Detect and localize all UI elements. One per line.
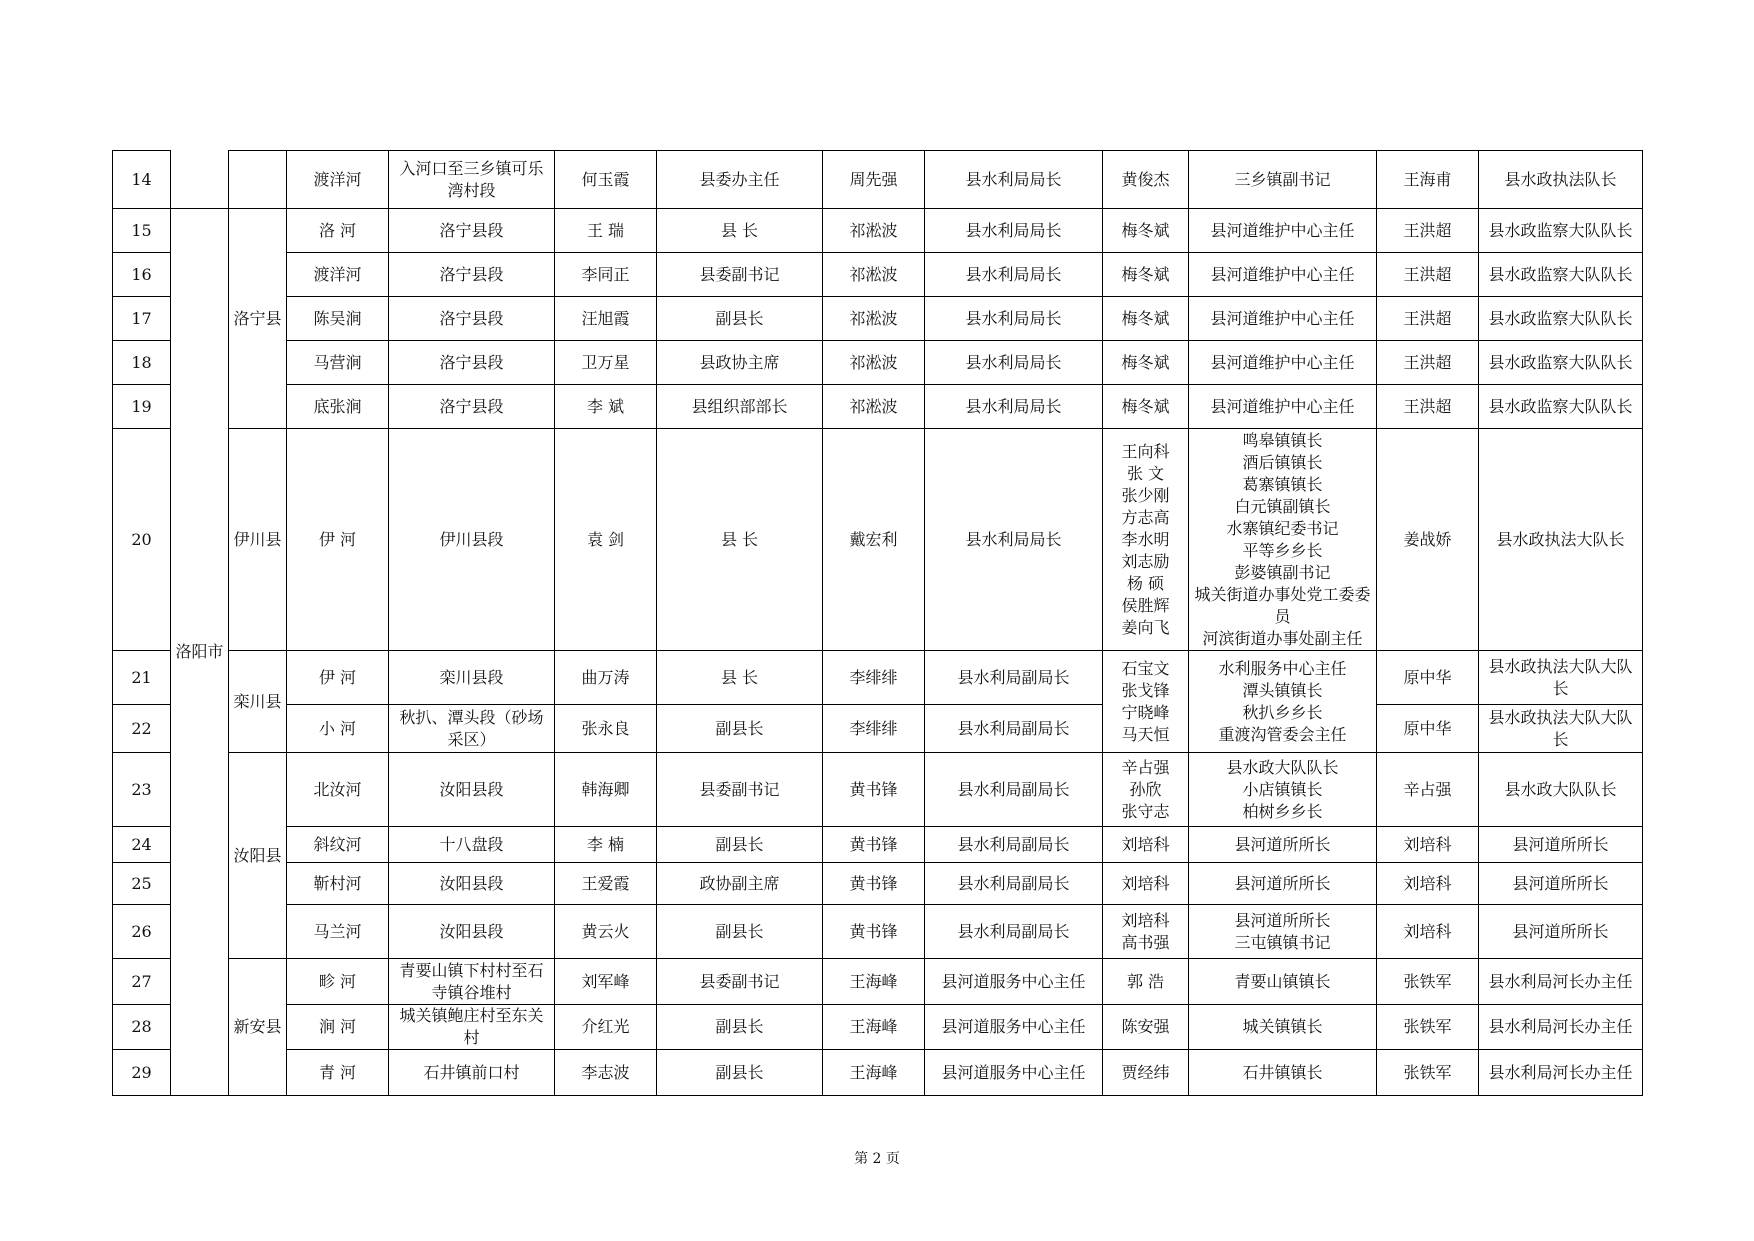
unit-head-title: 县水利局局长 <box>925 341 1103 385</box>
patrol-title: 县河道所所长 <box>1479 905 1643 959</box>
chief-name: 王爱霞 <box>555 863 657 905</box>
patrol-name: 辛占强 <box>1377 753 1479 827</box>
river-chief-table <box>112 150 1643 1096</box>
town-head-name: 贾经纬 <box>1121 1062 1170 1082</box>
river-section: 伊川县段 <box>389 429 555 651</box>
town-heads <box>1103 385 1189 429</box>
row-number: 22 <box>113 705 171 753</box>
town-head-title: 县河道维护中心主任 <box>1210 264 1355 284</box>
row-number: 29 <box>113 1050 171 1096</box>
town-head-title: 平等乡乡长 <box>1242 540 1323 560</box>
patrol-title: 县水政执法大队大队长 <box>1479 705 1643 753</box>
chief-title: 政协副主席 <box>657 863 823 905</box>
row-number: 20 <box>113 429 171 651</box>
table-row <box>113 753 1643 827</box>
river-name: 洛 河 <box>287 209 389 253</box>
patrol-name: 刘培科 <box>1377 827 1479 863</box>
town-titles <box>1189 1050 1377 1096</box>
town-head-title: 潭头镇镇长 <box>1242 680 1323 700</box>
chief-title: 县组织部部长 <box>657 385 823 429</box>
town-head-title: 县水政大队队长 <box>1226 757 1339 777</box>
town-titles <box>1189 297 1377 341</box>
town-head-name: 辛占强 <box>1121 757 1170 777</box>
patrol-name: 原中华 <box>1377 705 1479 753</box>
unit-head-name: 祁淞波 <box>823 297 925 341</box>
unit-head-name: 黄书锋 <box>823 863 925 905</box>
town-titles <box>1189 385 1377 429</box>
river-section: 洛宁县段 <box>389 253 555 297</box>
river-section: 汝阳县段 <box>389 905 555 959</box>
town-head-title: 秋扒乡乡长 <box>1242 702 1323 722</box>
unit-head-title: 县河道服务中心主任 <box>925 959 1103 1005</box>
town-head-name: 杨 硕 <box>1126 573 1165 593</box>
patrol-title: 县水利局河长办主任 <box>1479 959 1643 1005</box>
town-heads <box>1103 1005 1189 1050</box>
river-name: 伊 河 <box>287 429 389 651</box>
town-head-name: 张 文 <box>1126 463 1165 483</box>
table-row <box>113 151 1643 209</box>
town-head-name: 梅冬斌 <box>1121 396 1170 416</box>
row-number: 25 <box>113 863 171 905</box>
town-head-name: 梅冬斌 <box>1121 220 1170 240</box>
town-heads <box>1103 297 1189 341</box>
patrol-name: 王洪超 <box>1377 209 1479 253</box>
town-titles <box>1189 863 1377 905</box>
chief-name: 黄云火 <box>555 905 657 959</box>
town-heads <box>1103 151 1189 209</box>
town-heads <box>1103 429 1189 651</box>
chief-title: 副县长 <box>657 705 823 753</box>
town-head-name: 郭 浩 <box>1126 971 1165 991</box>
patrol-name: 刘培科 <box>1377 905 1479 959</box>
town-head-title: 彭婆镇副书记 <box>1234 562 1331 582</box>
town-head-name: 梅冬斌 <box>1121 352 1170 372</box>
unit-head-name: 王海峰 <box>823 1050 925 1096</box>
chief-title: 副县长 <box>657 827 823 863</box>
city-cell-empty <box>171 151 229 209</box>
river-name: 青 河 <box>287 1050 389 1096</box>
town-head-name: 张守志 <box>1121 801 1170 821</box>
town-head-title: 酒后镇镇长 <box>1242 452 1323 472</box>
unit-head-title: 县水利局副局长 <box>925 827 1103 863</box>
unit-head-name: 王海峰 <box>823 959 925 1005</box>
town-head-title: 葛寨镇镇长 <box>1242 474 1323 494</box>
chief-title: 副县长 <box>657 1050 823 1096</box>
river-section: 洛宁县段 <box>389 385 555 429</box>
table-row <box>113 297 1643 341</box>
row-number: 21 <box>113 651 171 705</box>
town-head-name: 石宝文 <box>1121 658 1170 678</box>
river-name: 小 河 <box>287 705 389 753</box>
unit-head-title: 县水利局副局长 <box>925 905 1103 959</box>
river-name: 渡洋河 <box>287 151 389 209</box>
table-row <box>113 1005 1643 1050</box>
chief-title: 副县长 <box>657 905 823 959</box>
unit-head-name: 黄书锋 <box>823 753 925 827</box>
table-row <box>113 253 1643 297</box>
river-name: 涧 河 <box>287 1005 389 1050</box>
unit-head-title: 县水利局局长 <box>925 297 1103 341</box>
river-section: 秋扒、潭头段（砂场采区） <box>389 705 555 753</box>
chief-name: 李 楠 <box>555 827 657 863</box>
river-section: 洛宁县段 <box>389 209 555 253</box>
town-head-name: 刘培科 <box>1121 873 1170 893</box>
river-section: 洛宁县段 <box>389 297 555 341</box>
chief-title: 县委办主任 <box>657 151 823 209</box>
patrol-name: 王洪超 <box>1377 253 1479 297</box>
town-head-title: 城关街道办事处党工委委员 <box>1194 584 1371 626</box>
chief-name: 王 瑞 <box>555 209 657 253</box>
patrol-title: 县水政监察大队队长 <box>1479 341 1643 385</box>
town-titles <box>1189 429 1377 651</box>
patrol-title: 县水政监察大队队长 <box>1479 385 1643 429</box>
page-number: 第 2 页 <box>854 1151 900 1167</box>
chief-title: 县 长 <box>657 209 823 253</box>
town-head-name: 孙欣 <box>1129 779 1162 799</box>
city-cell: 洛阳市 <box>171 209 229 1096</box>
river-name: 伊 河 <box>287 651 389 705</box>
patrol-title: 县水政监察大队队长 <box>1479 253 1643 297</box>
town-head-title: 县河道维护中心主任 <box>1210 220 1355 240</box>
town-heads <box>1103 651 1189 753</box>
patrol-name: 刘培科 <box>1377 863 1479 905</box>
town-titles <box>1189 753 1377 827</box>
row-number: 19 <box>113 385 171 429</box>
river-name: 底张涧 <box>287 385 389 429</box>
table-row <box>113 863 1643 905</box>
town-titles <box>1189 341 1377 385</box>
town-head-title: 三乡镇副书记 <box>1234 169 1331 189</box>
row-number: 16 <box>113 253 171 297</box>
chief-name: 韩海卿 <box>555 753 657 827</box>
unit-head-title: 县水利局副局长 <box>925 651 1103 705</box>
patrol-name: 张铁军 <box>1377 1005 1479 1050</box>
town-head-name: 刘培科 <box>1121 834 1170 854</box>
chief-name: 刘军峰 <box>555 959 657 1005</box>
town-head-name: 梅冬斌 <box>1121 264 1170 284</box>
chief-name: 李同正 <box>555 253 657 297</box>
table-row <box>113 1050 1643 1096</box>
row-number: 14 <box>113 151 171 209</box>
row-number: 26 <box>113 905 171 959</box>
town-head-title: 白元镇副镇长 <box>1234 496 1331 516</box>
town-head-name: 马天恒 <box>1121 724 1170 744</box>
town-heads <box>1103 341 1189 385</box>
town-head-name: 侯胜辉 <box>1121 595 1170 615</box>
table-row <box>113 341 1643 385</box>
chief-title: 副县长 <box>657 1005 823 1050</box>
town-head-title: 县河道维护中心主任 <box>1210 352 1355 372</box>
patrol-title: 县水政大队队长 <box>1479 753 1643 827</box>
unit-head-title: 县水利局副局长 <box>925 863 1103 905</box>
river-name: 斜纹河 <box>287 827 389 863</box>
town-heads <box>1103 753 1189 827</box>
patrol-name: 王洪超 <box>1377 341 1479 385</box>
patrol-name: 王洪超 <box>1377 297 1479 341</box>
town-head-title: 鸣皋镇镇长 <box>1242 430 1323 450</box>
patrol-name: 张铁军 <box>1377 959 1479 1005</box>
county-cell: 伊川县 <box>229 429 287 651</box>
unit-head-title: 县河道服务中心主任 <box>925 1050 1103 1096</box>
town-head-name: 高书强 <box>1121 932 1170 952</box>
chief-title: 县委副书记 <box>657 753 823 827</box>
unit-head-name: 李绯绯 <box>823 651 925 705</box>
town-head-title: 县河道维护中心主任 <box>1210 308 1355 328</box>
river-section: 汝阳县段 <box>389 863 555 905</box>
county-cell: 洛宁县 <box>229 209 287 429</box>
town-titles <box>1189 905 1377 959</box>
unit-head-name: 李绯绯 <box>823 705 925 753</box>
unit-head-name: 祁淞波 <box>823 209 925 253</box>
patrol-title: 县水政监察大队队长 <box>1479 209 1643 253</box>
chief-name: 卫万星 <box>555 341 657 385</box>
row-number: 17 <box>113 297 171 341</box>
patrol-name: 原中华 <box>1377 651 1479 705</box>
chief-title: 县委副书记 <box>657 959 823 1005</box>
chief-name: 袁 剑 <box>555 429 657 651</box>
chief-title: 县委副书记 <box>657 253 823 297</box>
town-head-name: 刘培科 <box>1121 910 1170 930</box>
town-titles <box>1189 151 1377 209</box>
chief-name: 李 斌 <box>555 385 657 429</box>
river-section: 青要山镇下村村至石寺镇谷堆村 <box>389 959 555 1005</box>
town-heads <box>1103 209 1189 253</box>
town-head-title: 县河道维护中心主任 <box>1210 396 1355 416</box>
town-head-name: 陈安强 <box>1121 1017 1170 1036</box>
unit-head-name: 戴宏利 <box>823 429 925 651</box>
row-number: 27 <box>113 959 171 1005</box>
town-head-name: 方志高 <box>1121 507 1170 527</box>
patrol-title: 县河道所所长 <box>1479 863 1643 905</box>
town-head-title: 城关镇镇长 <box>1242 1017 1323 1036</box>
town-titles <box>1189 651 1377 753</box>
town-titles <box>1189 1005 1377 1050</box>
row-number: 24 <box>113 827 171 863</box>
town-heads <box>1103 959 1189 1005</box>
unit-head-name: 祁淞波 <box>823 341 925 385</box>
unit-head-title: 县水利局局长 <box>925 253 1103 297</box>
table-row <box>113 905 1643 959</box>
row-number: 15 <box>113 209 171 253</box>
unit-head-title: 县水利局局长 <box>925 151 1103 209</box>
table-row <box>113 385 1643 429</box>
patrol-title: 县水政执法大队长 <box>1479 429 1643 651</box>
unit-head-title: 县水利局副局长 <box>925 705 1103 753</box>
town-titles <box>1189 959 1377 1005</box>
town-heads <box>1103 905 1189 959</box>
county-cell: 汝阳县 <box>229 753 287 959</box>
chief-title: 县 长 <box>657 429 823 651</box>
patrol-title: 县水利局河长办主任 <box>1479 1005 1643 1050</box>
town-heads <box>1103 1050 1189 1096</box>
chief-name: 李志波 <box>555 1050 657 1096</box>
table-row <box>113 209 1643 253</box>
river-section: 十八盘段 <box>389 827 555 863</box>
patrol-title: 县水政执法大队大队长 <box>1479 651 1643 705</box>
chief-name: 曲万涛 <box>555 651 657 705</box>
river-name: 陈吴涧 <box>287 297 389 341</box>
town-head-name: 姜向飞 <box>1121 617 1170 637</box>
river-section: 入河口至三乡镇可乐湾村段 <box>389 151 555 209</box>
town-head-title: 河滨街道办事处副主任 <box>1202 628 1363 648</box>
town-head-name: 王向科 <box>1121 441 1170 461</box>
river-section: 城关镇鲍庄村至东关村 <box>389 1005 555 1050</box>
unit-head-name: 祁淞波 <box>823 385 925 429</box>
town-head-title: 重渡沟管委会主任 <box>1218 724 1347 744</box>
town-heads <box>1103 827 1189 863</box>
chief-name: 汪旭霞 <box>555 297 657 341</box>
town-titles <box>1189 209 1377 253</box>
town-head-title: 三屯镇镇书记 <box>1234 932 1331 952</box>
unit-head-name: 黄书锋 <box>823 905 925 959</box>
town-head-title: 柏树乡乡长 <box>1242 801 1323 821</box>
table-row <box>113 429 1643 651</box>
town-head-title: 水寨镇纪委书记 <box>1226 518 1339 538</box>
unit-head-title: 县水利局局长 <box>925 385 1103 429</box>
town-head-name: 张少刚 <box>1121 485 1170 505</box>
patrol-title: 县水利局河长办主任 <box>1479 1050 1643 1096</box>
unit-head-title: 县水利局局长 <box>925 209 1103 253</box>
town-head-title: 青要山镇镇长 <box>1234 971 1331 991</box>
patrol-name: 姜战娇 <box>1377 429 1479 651</box>
town-head-title: 水利服务中心主任 <box>1218 658 1347 678</box>
unit-head-title: 县河道服务中心主任 <box>925 1005 1103 1050</box>
river-section: 石井镇前口村 <box>389 1050 555 1096</box>
town-heads <box>1103 253 1189 297</box>
chief-name: 何玉霞 <box>555 151 657 209</box>
chief-name: 介红光 <box>555 1005 657 1050</box>
patrol-name: 王海甫 <box>1377 151 1479 209</box>
town-head-name: 梅冬斌 <box>1121 308 1170 328</box>
river-section: 洛宁县段 <box>389 341 555 385</box>
river-name: 马营涧 <box>287 341 389 385</box>
river-name: 靳村河 <box>287 863 389 905</box>
town-head-name: 张戈锋 <box>1121 680 1170 700</box>
town-heads <box>1103 863 1189 905</box>
unit-head-name: 祁淞波 <box>823 253 925 297</box>
unit-head-name: 黄书锋 <box>823 827 925 863</box>
county-cell-empty <box>229 151 287 209</box>
patrol-title: 县河道所所长 <box>1479 827 1643 863</box>
table-row <box>113 651 1643 705</box>
town-head-name: 黄俊杰 <box>1121 169 1170 189</box>
town-head-name: 李水明 <box>1121 529 1170 549</box>
table-row <box>113 827 1643 863</box>
river-section: 汝阳县段 <box>389 753 555 827</box>
unit-head-name: 周先强 <box>823 151 925 209</box>
patrol-title: 县水政执法队长 <box>1479 151 1643 209</box>
table-row <box>113 959 1643 1005</box>
chief-name: 张永良 <box>555 705 657 753</box>
town-head-title: 县河道所所长 <box>1234 873 1331 893</box>
unit-head-title: 县水利局副局长 <box>925 753 1103 827</box>
row-number: 23 <box>113 753 171 827</box>
table-row <box>113 705 1643 753</box>
unit-head-name: 王海峰 <box>823 1005 925 1050</box>
town-titles <box>1189 253 1377 297</box>
town-titles <box>1189 827 1377 863</box>
row-number: 28 <box>113 1005 171 1050</box>
town-head-title: 县河道所所长 <box>1234 910 1331 930</box>
chief-title: 县政协主席 <box>657 341 823 385</box>
river-name: 马兰河 <box>287 905 389 959</box>
town-head-name: 宁晓峰 <box>1121 702 1170 722</box>
town-head-title: 石井镇镇长 <box>1242 1062 1323 1082</box>
county-cell: 新安县 <box>229 959 287 1096</box>
unit-head-title: 县水利局局长 <box>925 429 1103 651</box>
river-name: 渡洋河 <box>287 253 389 297</box>
chief-title: 副县长 <box>657 297 823 341</box>
chief-title: 县 长 <box>657 651 823 705</box>
town-head-name: 刘志励 <box>1121 551 1170 571</box>
county-cell: 栾川县 <box>229 651 287 753</box>
patrol-name: 张铁军 <box>1377 1050 1479 1096</box>
town-head-title: 小店镇镇长 <box>1242 779 1323 799</box>
patrol-title: 县水政监察大队队长 <box>1479 297 1643 341</box>
row-number: 18 <box>113 341 171 385</box>
river-name: 畛 河 <box>287 959 389 1005</box>
river-name: 北汝河 <box>287 753 389 827</box>
river-section: 栾川县段 <box>389 651 555 705</box>
town-head-title: 县河道所所长 <box>1234 834 1331 854</box>
patrol-name: 王洪超 <box>1377 385 1479 429</box>
